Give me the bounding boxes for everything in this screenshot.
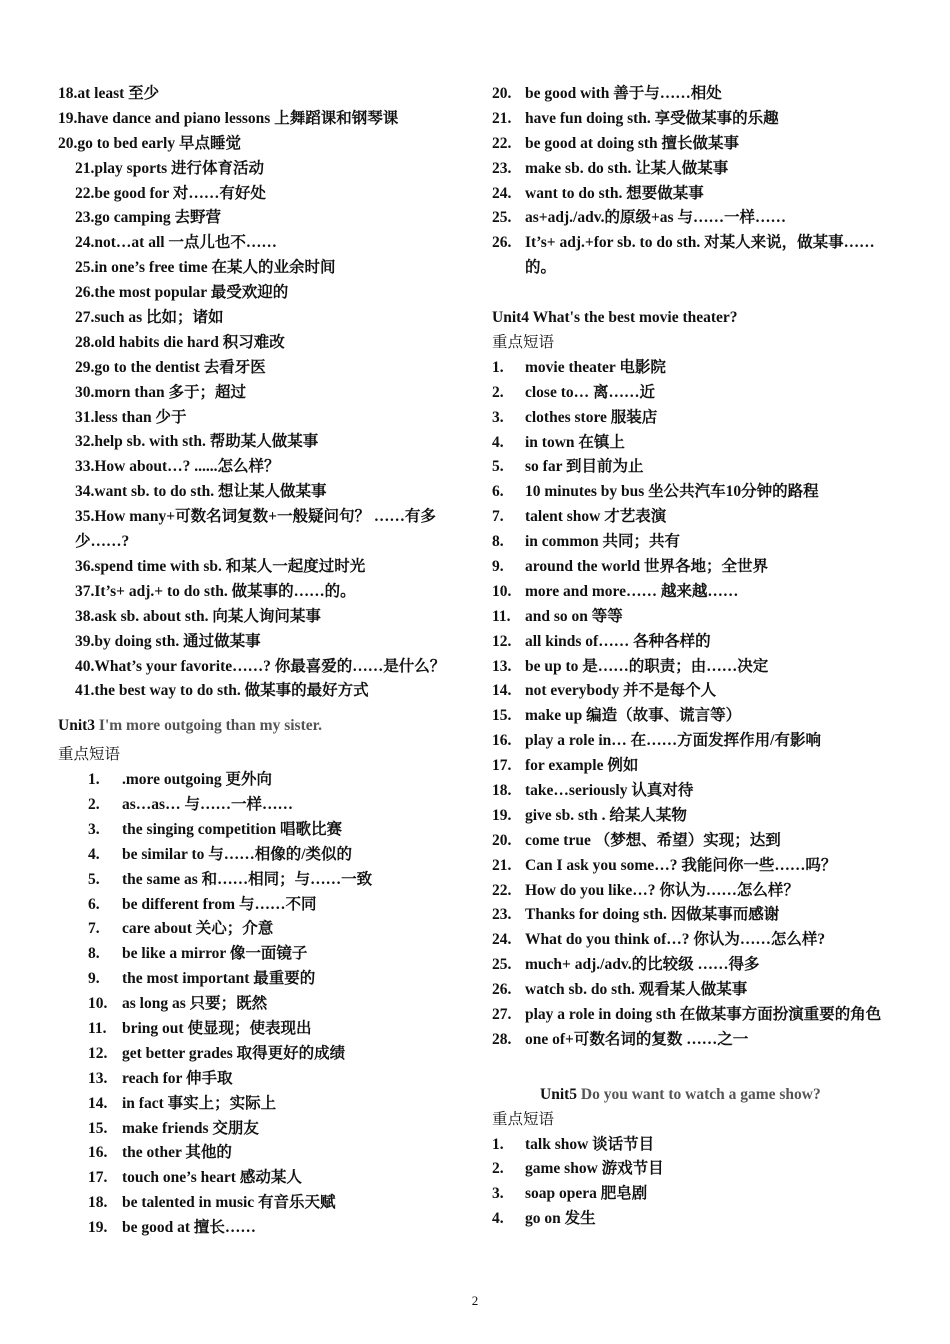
item-text: 10 minutes by bus 坐公共汽车10分钟的路程 <box>525 483 819 501</box>
unit3-subtitle: I'm more outgoing than my sister. <box>95 717 322 735</box>
phrase-item <box>88 942 468 967</box>
phrase-item <box>492 928 900 953</box>
item-text: in fact 事实上；实际上 <box>122 1094 277 1112</box>
item-number: 18. <box>492 781 512 799</box>
item-number: 18. <box>88 1194 108 1212</box>
unit4-title: Unit4 What's the best movie theater? <box>492 309 738 327</box>
item-text: .more outgoing 更外向 <box>122 771 272 789</box>
phrase-item <box>492 1003 900 1028</box>
phrase-item <box>88 1141 468 1166</box>
item-text: movie theater 电影院 <box>525 358 666 376</box>
item-text: be good with 善于与……相处 <box>525 85 722 102</box>
item-text: game show 游戏节目 <box>525 1160 664 1178</box>
phrase-item <box>88 893 468 918</box>
phrase-item <box>492 754 900 779</box>
item-text: go on 发生 <box>525 1210 596 1228</box>
item-text: Can I ask you some…? 我能问你一些……吗？ <box>525 856 837 874</box>
phrase-item <box>492 1207 900 1232</box>
phrase-item <box>492 1133 900 1158</box>
phrase-item <box>492 704 900 729</box>
phrase-item <box>492 879 900 904</box>
phrase-item <box>492 480 900 505</box>
item-number: 20. <box>492 831 512 849</box>
item-number: 26. <box>492 981 512 999</box>
item-number: 12. <box>88 1044 108 1062</box>
phrase-item <box>88 768 468 793</box>
item-text: reach for 伸手取 <box>122 1069 233 1087</box>
phrase-item <box>88 793 468 818</box>
item-text: one of+可数名词的复数 ……之一 <box>525 1030 749 1048</box>
phrase-line: 34.want sb. to do sth. 想让某人做某事 <box>75 483 327 501</box>
item-text: talk show 谈话节目 <box>525 1135 655 1153</box>
phrase-line: 21.play sports 进行体育活动 <box>75 159 265 177</box>
item-number: 23. <box>492 906 512 924</box>
phrase-line: 19.have dance and piano lessons 上舞蹈课和钢琴课 <box>58 109 399 127</box>
phrase-item <box>88 1067 468 1092</box>
item-number: 25. <box>492 209 512 227</box>
phrase-item <box>492 505 900 530</box>
phrase-item <box>492 530 900 555</box>
item-number: 10. <box>88 995 108 1013</box>
unit5-label: Unit5 <box>540 1085 578 1103</box>
phrase-item <box>492 605 900 630</box>
item-text: be good at 擅长…… <box>122 1219 256 1237</box>
item-number: 20. <box>492 85 512 102</box>
item-text: make sb. do sth. 让某人做某事 <box>525 159 729 177</box>
item-number: 16. <box>88 1144 108 1162</box>
item-text: the most important 最重要的 <box>122 970 316 988</box>
phrase-item <box>492 132 900 157</box>
phrase-item <box>492 381 900 406</box>
phrase-line: 36.spend time with sb. 和某人一起度过时光 <box>75 557 366 575</box>
item-number: 6. <box>88 895 100 913</box>
phrase-item <box>88 1092 468 1117</box>
item-number: 19. <box>492 806 512 824</box>
item-number: 13. <box>88 1069 108 1087</box>
item-number: 26. <box>492 234 512 252</box>
item-text: the same as 和……相同；与……一致 <box>122 870 373 888</box>
item-text: Thanks for doing sth. 因做某事而感谢 <box>525 906 780 924</box>
item-number: 15. <box>492 707 512 725</box>
item-text: come true （梦想、希望）实现；达到 <box>525 831 781 849</box>
item-text: care about 关心；介意 <box>122 920 274 938</box>
item-text: How do you like…? 你认为……怎么样？ <box>525 881 799 899</box>
item-number: 23. <box>492 159 512 177</box>
phrase-item <box>492 356 900 381</box>
item-number: 3. <box>492 1185 504 1203</box>
phrase-item <box>492 580 900 605</box>
unit5-heading: 重点短语 <box>492 1110 555 1128</box>
item-text: soap opera 肥皂剧 <box>525 1185 648 1203</box>
item-text: take…seriously 认真对待 <box>525 781 694 799</box>
item-text: as long as 只要；既然 <box>122 995 268 1013</box>
unit5-subtitle: Do you want to watch a game show? <box>577 1085 821 1103</box>
item-number: 7. <box>88 920 100 938</box>
item-text: make up 编造（故事、谎言等） <box>525 707 742 725</box>
item-number: 11. <box>492 607 511 625</box>
item-number: 19. <box>88 1219 108 1237</box>
unit3-phrase-list <box>58 768 468 1241</box>
unit4-heading: 重点短语 <box>492 333 555 351</box>
phrase-item <box>88 967 468 992</box>
item-number: 21. <box>492 856 512 874</box>
phrase-line: 38.ask sb. about sth. 向某人询问某事 <box>75 607 321 625</box>
item-text: all kinds of…… 各种各样的 <box>525 632 711 650</box>
phrase-line: 23.go camping 去野营 <box>75 209 221 227</box>
item-text: clothes store 服装店 <box>525 408 658 426</box>
item-text: be similar to 与……相像的/类似的 <box>122 845 353 863</box>
item-number: 5. <box>88 870 100 888</box>
phrase-item <box>492 655 900 680</box>
item-text: around the world 世界各地；全世界 <box>525 557 768 575</box>
item-number: 2. <box>492 1160 504 1178</box>
item-number: 10. <box>492 582 512 600</box>
item-number: 1. <box>88 771 100 789</box>
item-number: 2. <box>88 795 100 813</box>
phrase-item <box>492 1157 900 1182</box>
phrase-line: 18.at least 至少 <box>58 85 160 102</box>
item-text: so far 到目前为止 <box>525 458 644 476</box>
item-number: 4. <box>492 1210 504 1228</box>
unit5-phrase-list <box>492 1133 900 1233</box>
item-number: 1. <box>492 1135 504 1153</box>
item-text: be up to 是……的职责；由……决定 <box>525 657 769 675</box>
item-number: 22. <box>492 134 512 152</box>
item-number: 17. <box>492 757 512 775</box>
phrase-item <box>88 992 468 1017</box>
item-text: in town 在镇上 <box>525 433 625 451</box>
item-number: 24. <box>492 184 512 202</box>
item-number: 13. <box>492 657 512 675</box>
phrase-item <box>492 431 900 456</box>
item-text: bring out 使显现；使表现出 <box>122 1020 312 1037</box>
phrase-item <box>492 1182 900 1207</box>
item-text: for example 例如 <box>525 757 639 775</box>
phrase-item <box>88 868 468 893</box>
item-text: and so on 等等 <box>525 607 623 625</box>
phrase-line: 28.old habits die hard 积习难改 <box>75 333 285 351</box>
item-number: 24. <box>492 931 512 949</box>
item-text: be different from 与……不同 <box>122 895 317 913</box>
phrase-item <box>492 903 900 928</box>
unit5-title <box>492 1083 900 1108</box>
item-text: want to do sth. 想要做某事 <box>525 184 704 202</box>
item-number: 8. <box>492 533 504 551</box>
item-number: 14. <box>88 1094 108 1112</box>
phrase-item <box>492 107 900 132</box>
unit3-label: Unit3 <box>58 717 96 735</box>
item-number: 27. <box>492 1005 512 1023</box>
item-text: not everybody 并不是每个人 <box>525 682 717 700</box>
item-text: close to… 离……近 <box>525 383 656 401</box>
phrase-line: 30.morn than 多于；超过 <box>75 383 246 401</box>
item-number: 7. <box>492 508 504 526</box>
right-column <box>492 82 900 1232</box>
item-text: more and more…… 越来越…… <box>525 582 739 600</box>
phrase-item <box>492 953 900 978</box>
item-number: 3. <box>88 820 100 838</box>
item-text: make friends 交朋友 <box>122 1119 259 1137</box>
item-text: be talented in music 有音乐天赋 <box>122 1194 336 1212</box>
item-text: be like a mirror 像一面镜子 <box>122 945 308 963</box>
item-text: What do you think of…? 你认为……怎么样? <box>525 931 826 949</box>
phrase-line: 24.not…at all 一点儿也不…… <box>75 234 277 252</box>
item-number: 5. <box>492 458 504 476</box>
phrase-item <box>492 854 900 879</box>
item-text: the other 其他的 <box>122 1144 232 1162</box>
item-number: 28. <box>492 1030 512 1048</box>
phrase-item <box>492 1028 900 1053</box>
item-text: have fun doing sth. 享受做某事的乐趣 <box>525 109 779 127</box>
item-text: be good at doing sth 擅长做某事 <box>525 134 740 152</box>
phrase-item <box>88 1166 468 1191</box>
left-column <box>58 82 468 1241</box>
item-text: watch sb. do sth. 观看某人做某事 <box>525 981 748 999</box>
phrase-item <box>492 455 900 480</box>
item-text: get better grades 取得更好的成绩 <box>122 1044 346 1062</box>
phrase-line: 40.What’s your favorite……? 你最喜爱的……是什么？ <box>75 657 446 675</box>
item-number: 8. <box>88 945 100 963</box>
phrase-line: 22.be good for 对……有好处 <box>75 184 266 202</box>
phrase-line: 35.How many+可数名词复数+一般疑问句？ ……有多少……? <box>75 508 436 551</box>
phrase-line: 27.such as 比如；诸如 <box>75 309 224 327</box>
phrase-item <box>492 231 900 281</box>
item-text: play a role in… 在……方面发挥作用/有影响 <box>525 732 821 750</box>
phrase-item <box>492 804 900 829</box>
phrase-line: 20.go to bed early 早点睡觉 <box>58 134 241 152</box>
phrase-item <box>492 829 900 854</box>
page-number: 2 <box>471 1293 479 1308</box>
item-number: 9. <box>88 970 100 988</box>
item-number: 4. <box>88 845 100 863</box>
item-text: the singing competition 唱歌比赛 <box>122 820 343 838</box>
unit3-heading: 重点短语 <box>58 746 121 764</box>
unit2-continued-list <box>492 82 900 281</box>
phrase-item <box>88 1042 468 1067</box>
phrase-item <box>492 157 900 182</box>
phrase-item <box>492 729 900 754</box>
phrase-line: 31.less than 少于 <box>75 408 187 426</box>
item-number: 4. <box>492 433 504 451</box>
unit3-title <box>58 714 468 739</box>
item-text: give sb. sth . 给某人某物 <box>525 806 687 824</box>
phrase-item <box>492 978 900 1003</box>
item-number: 16. <box>492 732 512 750</box>
phrase-item <box>492 555 900 580</box>
item-number: 22. <box>492 881 512 899</box>
item-number: 17. <box>88 1169 108 1187</box>
item-number: 15. <box>88 1119 108 1137</box>
item-number: 2. <box>492 383 504 401</box>
item-text: talent show 才艺表演 <box>525 508 667 526</box>
item-text: It’s+ adj.+for sb. to do sth. 对某人来说，做某事……的。 <box>525 234 875 277</box>
phrase-item <box>492 206 900 231</box>
item-number: 25. <box>492 956 512 974</box>
item-text: as…as… 与……一样…… <box>122 795 293 813</box>
phrase-item <box>492 779 900 804</box>
unit4-phrase-list <box>492 356 900 1053</box>
item-text: touch one’s heart 感动某人 <box>122 1169 302 1187</box>
item-number: 12. <box>492 632 512 650</box>
phrase-item <box>88 1191 468 1216</box>
phrase-item <box>88 1117 468 1142</box>
phrase-line: 32.help sb. with sth. 帮助某人做某事 <box>75 433 319 451</box>
phrase-line: 39.by doing sth. 通过做某事 <box>75 632 261 650</box>
item-text: as+adj./adv.的原级+as 与……一样…… <box>525 209 786 227</box>
phrase-item <box>492 630 900 655</box>
phrase-item <box>492 182 900 207</box>
item-number: 21. <box>492 109 512 127</box>
item-number: 6. <box>492 483 504 501</box>
item-text: in common 共同；共有 <box>525 533 681 551</box>
phrase-line: 41.the best way to do sth. 做某事的最好方式 <box>75 682 369 700</box>
phrase-item <box>88 1017 468 1042</box>
item-text: play a role in doing sth 在做某事方面扮演重要的角色 <box>525 1005 882 1023</box>
item-number: 3. <box>492 408 504 426</box>
item-number: 14. <box>492 682 512 700</box>
item-text: much+ adj./adv.的比较级 ……得多 <box>525 956 760 974</box>
item-number: 11. <box>88 1020 107 1037</box>
phrase-line: 29.go to the dentist 去看牙医 <box>75 358 266 376</box>
phrase-line: 37.It’s+ adj.+ to do sth. 做某事的……的。 <box>75 582 356 600</box>
phrase-item <box>88 1216 468 1241</box>
item-number: 1. <box>492 358 504 376</box>
phrase-item <box>88 843 468 868</box>
phrase-line: 25.in one’s free time 在某人的业余时间 <box>75 259 336 277</box>
phrase-item <box>88 917 468 942</box>
phrase-item <box>88 818 468 843</box>
item-number: 9. <box>492 557 504 575</box>
phrase-item <box>492 406 900 431</box>
phrase-line: 26.the most popular 最受欢迎的 <box>75 284 289 302</box>
phrase-line: 33.How about…? ......怎么样？ <box>75 458 280 476</box>
phrase-item <box>492 679 900 704</box>
phrase-item <box>492 82 900 107</box>
